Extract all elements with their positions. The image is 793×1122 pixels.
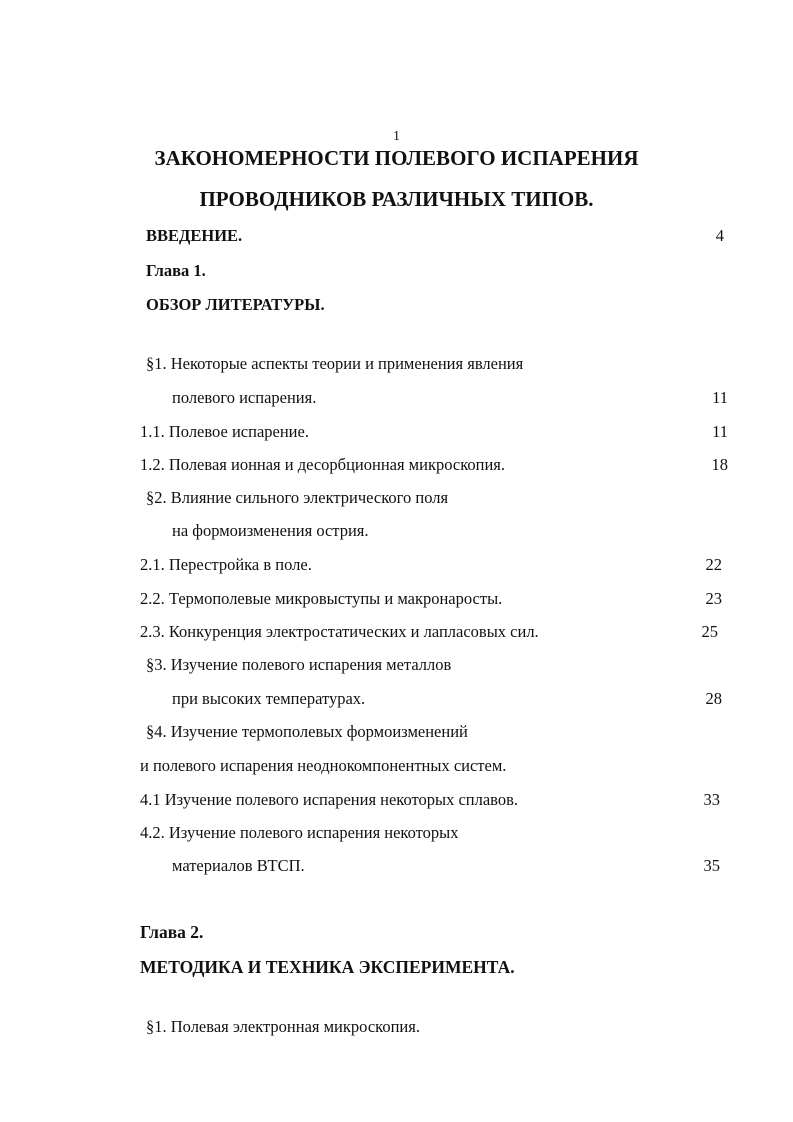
toc-ch1-s2-1-page: 22: [705, 555, 722, 574]
toc-ch1-s3-line1: §3. Изучение полевого испарения металлов: [146, 655, 452, 674]
toc-ch1-s1-page: 11: [712, 388, 728, 407]
document-title-line1: ЗАКОНОМЕРНОСТИ ПОЛЕВОГО ИСПАРЕНИЯ: [154, 146, 639, 170]
toc-ch1-s4-2-page: 35: [703, 856, 720, 875]
chapter2-title: МЕТОДИКА И ТЕХНИКА ЭКСПЕРИМЕНТА.: [140, 957, 515, 977]
toc-ch1-s2-line1: §2. Влияние сильного электрического поля: [146, 488, 449, 507]
toc-ch1-s3-page: 28: [705, 689, 722, 708]
toc-ch1-s4-1-page: 33: [703, 790, 720, 809]
toc-intro-label: ВВЕДЕНИЕ.: [146, 226, 243, 245]
toc-ch1-s2-3-page: 25: [701, 622, 718, 641]
toc-ch1-s4-line1: §4. Изучение термополевых формоизменений: [146, 722, 468, 741]
page-number: 1: [393, 129, 400, 144]
toc-ch1-s3-line2: при высоких температурах.: [172, 689, 366, 708]
toc-ch1-s1-2-label: 1.2. Полевая ионная и десорбционная микроскопия.: [140, 455, 506, 474]
toc-ch2-s1-label: §1. Полевая электронная микроскопия.: [146, 1017, 420, 1036]
document-title-line2: ПРОВОДНИКОВ РАЗЛИЧНЫХ ТИПОВ.: [199, 187, 594, 211]
toc-ch1-s4-2-line2: материалов ВТСП.: [172, 856, 305, 875]
toc-ch1-s1-2-page: 18: [711, 455, 728, 474]
toc-ch1-s2-2-label: 2.2. Термополевые микровыступы и макронаросты.: [140, 589, 503, 608]
chapter2-label: Глава 2.: [140, 922, 204, 942]
toc-ch1-s4-line2: и полевого испарения неоднокомпонентных систем.: [140, 756, 507, 775]
toc-ch1-s1-1-label: 1.1. Полевое испарение.: [140, 422, 309, 441]
toc-ch1-s4-1-label: 4.1 Изучение полевого испарения некоторых сплавов.: [140, 790, 519, 809]
toc-ch1-s1-line2: полевого испарения.: [172, 388, 317, 407]
toc-ch1-s4-2-line1: 4.2. Изучение полевого испарения некоторых: [140, 823, 459, 842]
toc-ch1-s1-line1: §1. Некоторые аспекты теории и применения явления: [146, 354, 524, 373]
toc-ch1-s2-2-page: 23: [705, 589, 722, 608]
toc-ch1-s1-1-page: 11: [712, 422, 728, 441]
chapter1-title: ОБЗОР ЛИТЕРАТУРЫ.: [146, 295, 325, 314]
toc-intro-page: 4: [715, 226, 724, 245]
chapter1-label: Глава 1.: [146, 261, 206, 280]
toc-ch1-s2-3-label: 2.3. Конкуренция электростатических и лапласовых сил.: [140, 622, 539, 641]
toc-ch1-s2-line2: на формоизменения острия.: [172, 521, 369, 540]
toc-ch1-s2-1-label: 2.1. Перестройка в поле.: [140, 555, 312, 574]
